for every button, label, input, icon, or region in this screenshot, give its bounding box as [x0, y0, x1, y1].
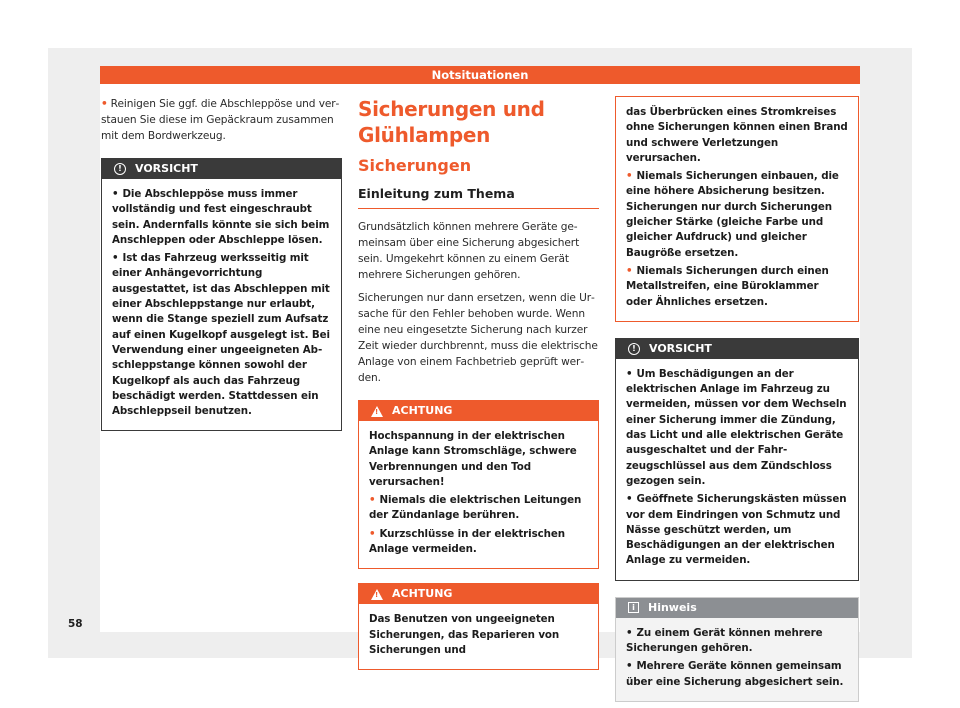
intro-text: Grundsätzlich können mehrere Geräte gemeinsam über eine Sicherung abgesichert sein. Umgekehrt können zu einem Gerät mehrere Sicherungen gehören. Sicherungen nur dann ersetzen, wenn die Ursache für den Fehler behoben wurde. Wenn eine neu eingesetzte Sicherung nach kurzer Zeit wieder durchbrennt, muss die elektrische Anlage von einem Fachbetrieb geprüft werden.: [358, 221, 598, 384]
topic-heading: Einleitung zum Thema: [358, 185, 599, 209]
warning-icon: !: [371, 589, 383, 600]
list-item: • Geöffnete Sicherungskästen müssen vor dem Eindringen von Schmutz und Nässe geschützt werden, um Beschädigungen an der elektrischen Anlage zu vermeiden.: [626, 493, 847, 567]
column-right: [615, 96, 859, 702]
achtung-body: Das Benutzen von ungeeigneten Sicherungen, das Reparieren von Sicherungen und: [369, 613, 560, 656]
achtung-header: ! ACHTUNG: [359, 401, 598, 421]
vorsicht-box-left: [101, 158, 342, 431]
caution-icon: !: [114, 163, 126, 175]
achtung-body: Hochspannung in der elektrischen Anlage kann Stromschläge, schwere Verbrennungen und den Tod verursachen! • Niemals die elektrischen Leitungen der Zündanlage berühren. • Kurzschlüsse in der elektrischen Anlage vermeiden.: [359, 421, 598, 568]
section-title: Sicherungen und Glühlampen: [358, 97, 545, 147]
caution-icon: !: [628, 343, 640, 355]
list-item: • Niemals die elektrischen Leitungen der Zündanlage berühren.: [369, 494, 582, 522]
vorsicht-body: [102, 179, 341, 430]
achtung-box-2: [358, 583, 599, 670]
vorsicht-header: ! VORSICHT: [102, 159, 341, 179]
bullet-icon: •: [101, 98, 108, 110]
bullet-icon: •: [626, 367, 633, 380]
list-item: • Kurzschlüsse in der elektrischen Anlage vermeiden.: [369, 527, 565, 556]
warning-icon: !: [371, 406, 383, 417]
list-item: • Mehrere Geräte können gemeinsam über eine Sicherung abgesichert sein.: [626, 660, 844, 688]
list-item: • Niemals Sicherungen durch einen Metallstreifen, eine Büroklammer oder Ähnliches ersetzen.: [626, 264, 829, 308]
list-item: • Zu einem Gerät können mehrere Sicherungen gehören.: [626, 626, 823, 655]
hinweis-box: [615, 597, 859, 702]
bullet-icon: •: [626, 264, 633, 277]
hinweis-body: [616, 618, 858, 701]
column-middle: [358, 96, 599, 670]
info-icon: i: [628, 602, 639, 613]
section-subtitle: Sicherungen: [358, 156, 472, 175]
vorsicht-box-right: [615, 338, 859, 581]
achtung-header: ! ACHTUNG: [359, 584, 598, 604]
bullet-icon: •: [626, 170, 633, 183]
vorsicht-body: [616, 359, 858, 580]
bullet-icon: •: [112, 188, 119, 200]
vorsicht-header: ! VORSICHT: [616, 339, 858, 359]
bullet-icon: •: [369, 494, 376, 507]
column-left: [101, 96, 342, 431]
list-item: • Niemals Sicherungen einbauen, die eine höhere Absicherung besitzen. Sicherungen nur durch Sicherungen gleicher Stärke (gleiche Farbe und gleicher Aufdruck) und gleicher Baugröße ersetzen.: [626, 170, 839, 259]
intro-paragraph: • Reinigen Sie ggf. die Abschleppöse und verstauen Sie diese im Gepäckraum zusammen mit dem Bordwerkzeug.: [101, 98, 340, 142]
chapter-header: Notsituationen: [100, 66, 860, 84]
achtung-box-1: [358, 400, 599, 569]
page-number: 58: [68, 618, 83, 630]
achtung-body: das Überbrücken eines Stromkreises ohne Sicherungen können einen Brand und schwere Verletzungen verursachen. • Niemals Sicherungen einbauen, die eine höhere Absicherung besitzen. Sicherungen nur durch Sicherungen gleicher Stärke (gleiche Farbe und gleicher Aufdruck) und gleicher Baugröße ersetzen. • Niemals Sicherungen durch einen Metallstreifen, eine Büroklammer oder Ähnliches ersetzen.: [616, 97, 858, 321]
bullet-icon: •: [369, 527, 376, 540]
list-item: • Um Beschädigungen an der elektrischen Anlage im Fahrzeug zu vermeiden, müssen vor dem Wechseln einer Sicherung immer die Zündung, das Licht und alle elektrischen Geräte ausgeschaltet und der Fahrzeugschlüssel aus dem Zündschloss gezogen sein.: [626, 367, 847, 487]
list-item: • Die Abschleppöse muss immer vollständig und fest eingeschraubt sein. Andernfalls könnte sie sich beim Anschleppen oder Abschleppe lösen.: [112, 188, 330, 246]
bullet-icon: •: [626, 493, 633, 506]
list-item: • Ist das Fahrzeug werksseitig mit einer Anhängevorrichtung ausgestattet, ist das Abschleppen mit einer Abschleppstange nur erlaubt, wenn die Stange speziell zum Aufsatz auf einen Kugelkopf ausgelegt ist. Bei Verwendung einer ungeeigneten Abschleppstange können sowohl der Kugelkopf als auch das Fahrzeug beschädigt werden. Stattdessen ein Abschleppseil benutzen.: [112, 252, 330, 418]
bullet-icon: •: [626, 626, 633, 639]
hinweis-header: i Hinweis: [616, 598, 858, 618]
bullet-icon: •: [112, 252, 119, 265]
achtung-box-continued: [615, 96, 859, 322]
bullet-icon: •: [626, 660, 633, 673]
